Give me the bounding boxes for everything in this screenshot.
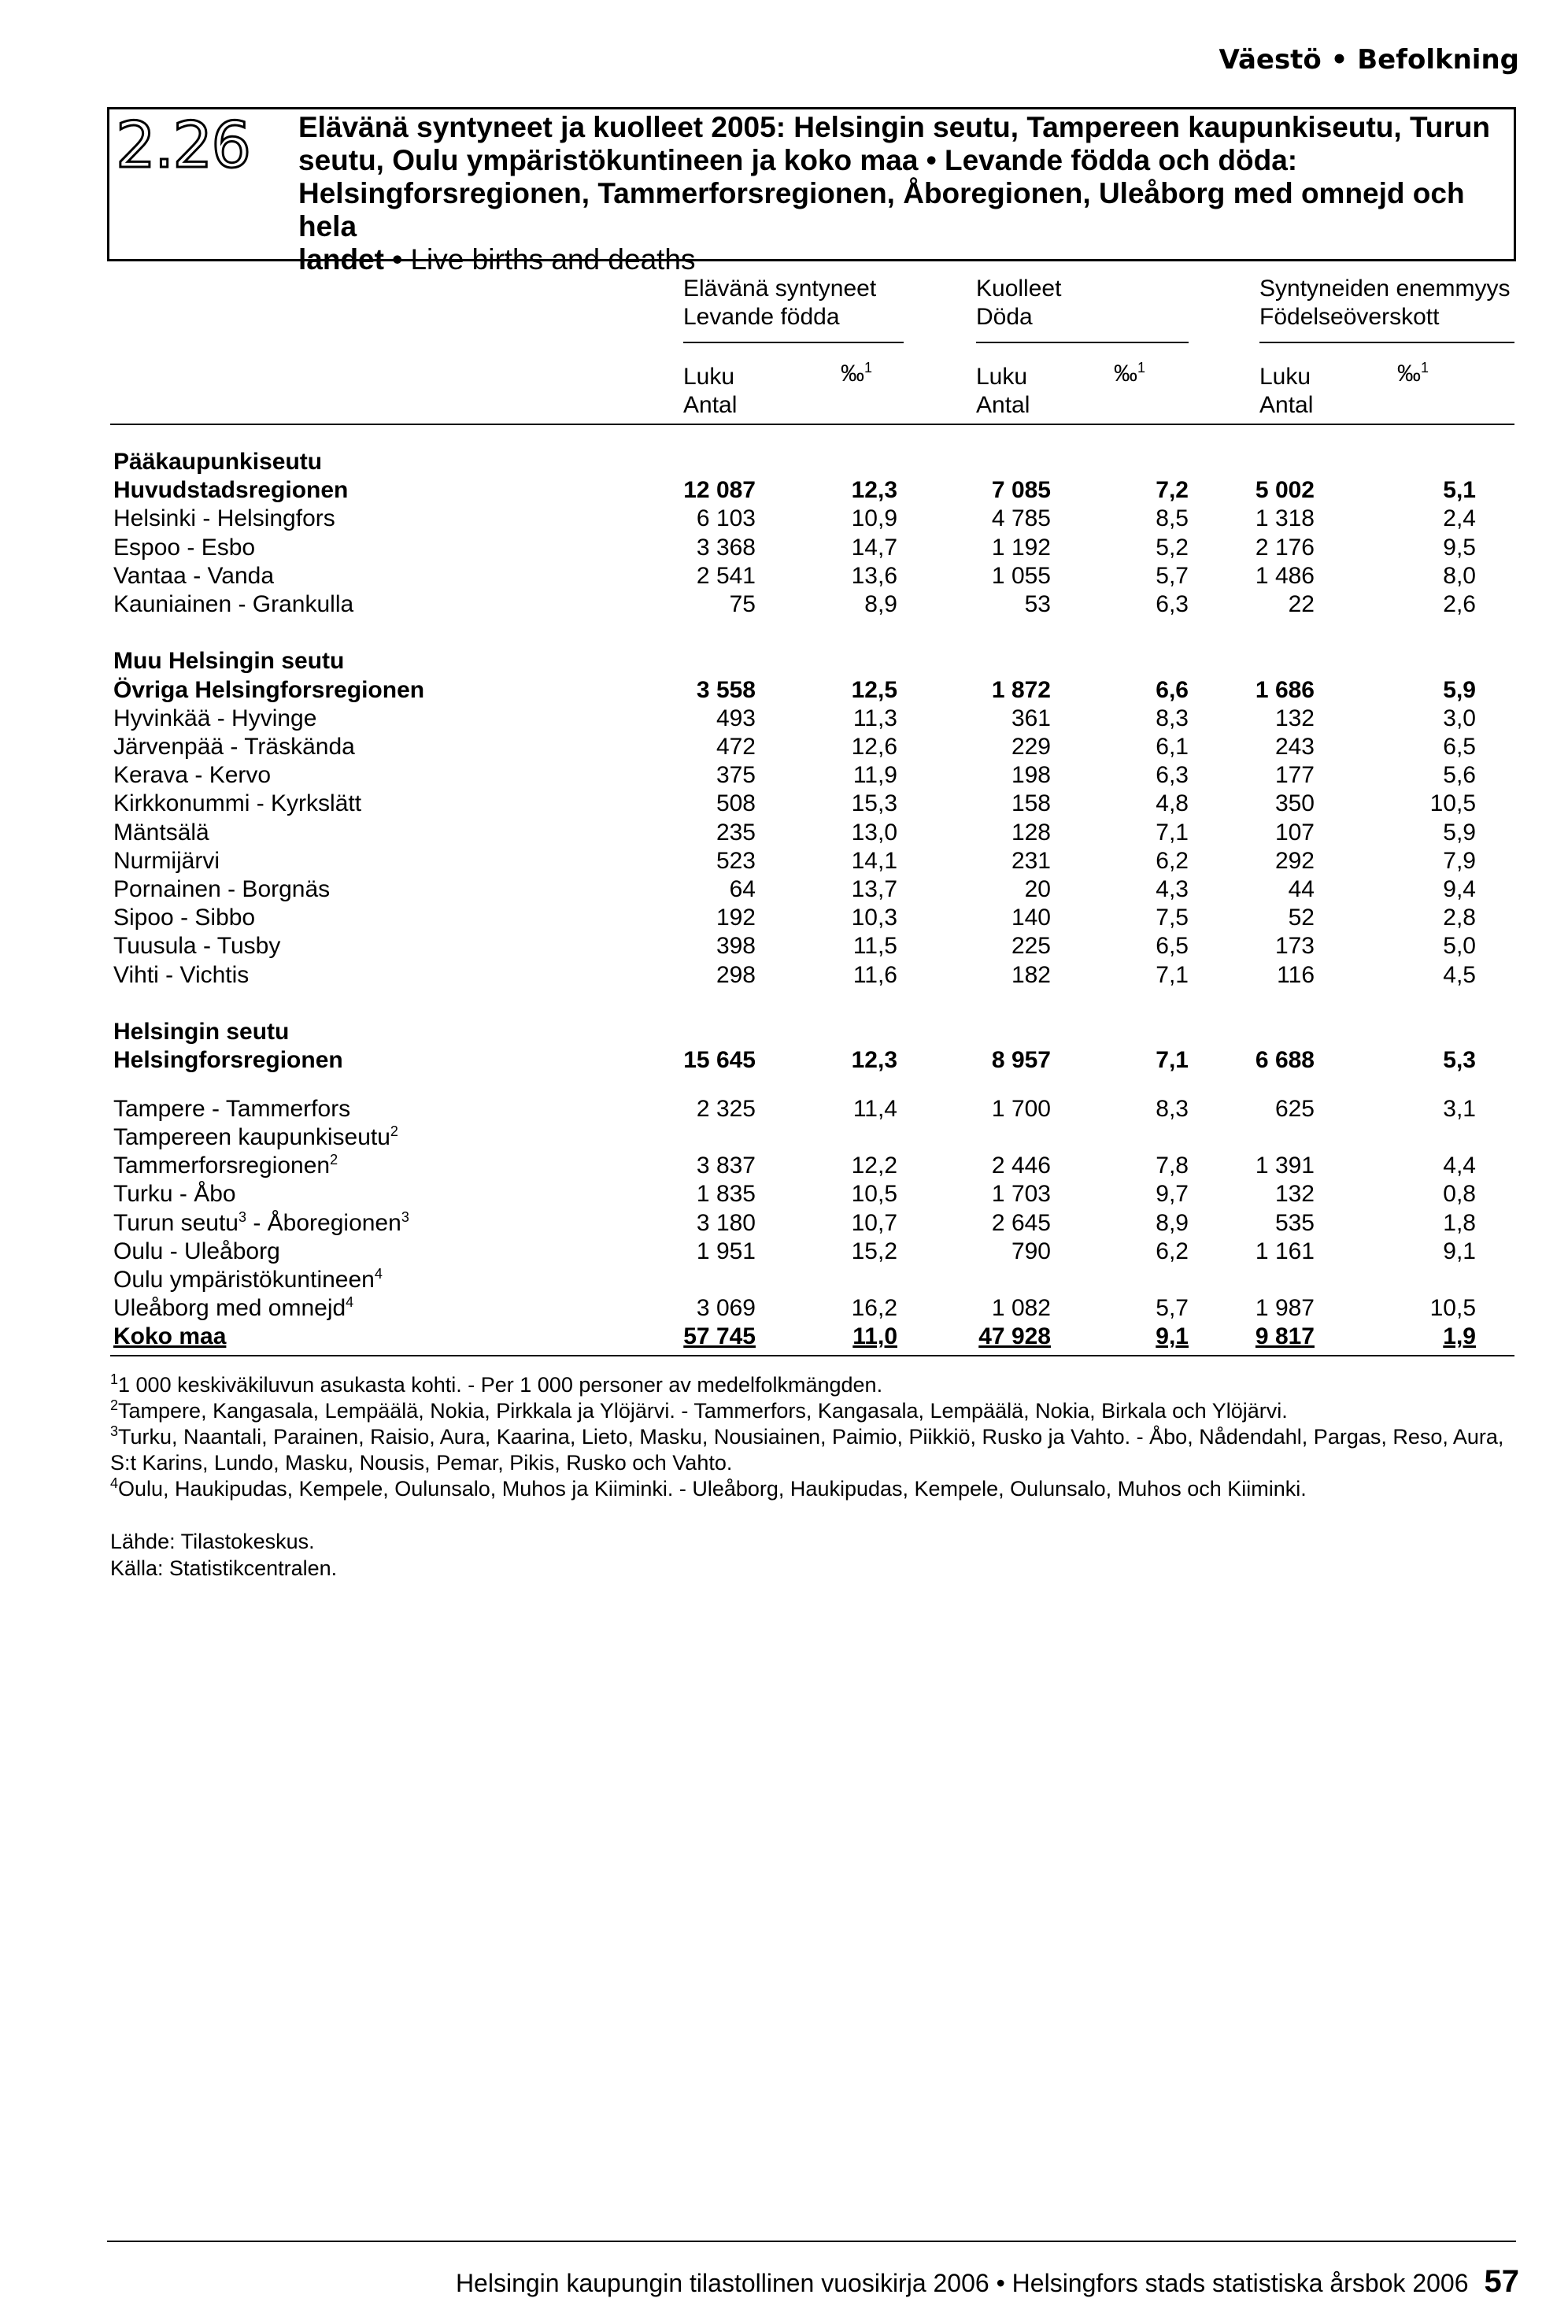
row-label-text-sv: - Åboregionen [246, 1209, 401, 1236]
table-cell: 5,2 [1156, 534, 1189, 561]
table-cell: 13,6 [851, 562, 897, 589]
row-label [113, 1047, 343, 1074]
row-label-text: Helsinki - Helsingfors [113, 505, 335, 532]
row-label-text: Helsingforsregionen [113, 1047, 343, 1074]
table-cell: 16,2 [851, 1295, 897, 1322]
table-cell: 10,9 [851, 505, 897, 532]
column-permille: ‰$^1$ [1114, 360, 1146, 387]
row-label [113, 848, 220, 875]
table-cell: 10,3 [851, 905, 897, 931]
title-line-4-english: Live births and deaths [410, 243, 696, 276]
table-cell: 11,0 [852, 1323, 897, 1350]
row-label [113, 1295, 353, 1322]
column-group-born-sv: Levande födda [683, 304, 840, 330]
table-cell: 192 [716, 905, 756, 931]
row-label-text: Kauniainen - Grankulla [113, 591, 354, 617]
table-cell: 53 [1024, 591, 1051, 617]
table-cell: 173 [1274, 933, 1315, 960]
row-label [113, 962, 249, 989]
table-cell: 229 [1011, 734, 1051, 760]
row-label [113, 449, 322, 476]
table-cell: 5,6 [1443, 762, 1476, 789]
footer-rule [107, 2241, 1516, 2242]
row-label-text: Mäntsälä [113, 819, 209, 846]
footnote [110, 1398, 1511, 1424]
header-bottom-rule [110, 424, 1514, 425]
footnote-number: 2 [110, 1397, 119, 1414]
table-cell: 2 541 [696, 562, 756, 589]
table-cell: 2,4 [1443, 505, 1476, 532]
footnote-ref: 3 [238, 1208, 246, 1225]
column-count-sv: Antal [976, 392, 1030, 418]
row-label-text: Vihti - Vichtis [113, 961, 250, 988]
table-cell: 231 [1011, 847, 1051, 874]
row-label [113, 933, 280, 960]
table-cell: 625 [1274, 1095, 1315, 1122]
table-cell: 75 [729, 591, 756, 617]
row-label [113, 563, 274, 590]
table-cell: 1,8 [1443, 1209, 1476, 1236]
table-cell: 57 745 [683, 1323, 756, 1350]
table-cell: 13,0 [851, 819, 897, 846]
footnote-ref: 2 [330, 1152, 338, 1168]
table-cell: 493 [716, 705, 756, 731]
section-header: Väestö • Befolkning [1219, 44, 1519, 76]
row-label [113, 1019, 289, 1045]
table-cell: 15 645 [683, 1047, 756, 1074]
table-cell: 22 [1288, 591, 1315, 617]
table-cell: 3 368 [696, 534, 756, 561]
footnote-number: 1 [110, 1371, 119, 1388]
table-cell: 10,7 [851, 1209, 897, 1236]
table-cell: 5,9 [1443, 819, 1476, 846]
row-label [113, 535, 255, 561]
footnote-text: Oulu, Haukipudas, Kempele, Oulunsalo, Muhos ja Kiiminki. - Uleåborg, Haukipudas, Kempele, Oulunsalo, Muhos och Kiiminki. [118, 1477, 1307, 1501]
table-title [298, 111, 1503, 276]
table-cell: 140 [1011, 905, 1051, 931]
table-cell: 375 [716, 762, 756, 789]
column-count-fi: Luku [976, 364, 1028, 390]
column-group-surplus-fi: Syntyneiden enemmyys [1259, 276, 1511, 302]
table-cell: 116 [1277, 961, 1315, 988]
row-label [113, 876, 330, 903]
table-cell: 5,0 [1443, 933, 1476, 960]
table-cell: 12,5 [851, 676, 897, 703]
table-cell: 3,0 [1443, 705, 1476, 731]
table-cell: 2 176 [1255, 534, 1315, 561]
table-cell: 11,9 [852, 762, 897, 789]
table-cell: 225 [1011, 933, 1051, 960]
table-cell: 398 [716, 933, 756, 960]
row-label-text: Espoo - Esbo [113, 534, 256, 561]
table-cell: 1 055 [991, 562, 1051, 589]
footnote-ref: 3 [401, 1208, 409, 1225]
table-cell: 8,9 [864, 591, 897, 617]
row-label [113, 1323, 226, 1350]
table-cell: 0,8 [1443, 1181, 1476, 1208]
table-number: 2.26 [116, 109, 250, 182]
table-cell: 11,3 [852, 705, 897, 731]
table-cell: 1,9 [1443, 1323, 1476, 1350]
table-cell: 1 486 [1255, 562, 1315, 589]
table-cell: 243 [1274, 734, 1315, 760]
table-cell: 4,3 [1156, 876, 1189, 902]
table-cell: 12 087 [683, 477, 756, 504]
footnote [110, 1476, 1511, 1502]
column-count-fi: Luku [683, 364, 735, 390]
footnote-ref: 4 [374, 1265, 383, 1282]
row-label-text: Vantaa - Vanda [113, 562, 275, 589]
row-label-text: Järvenpää - Träskända [113, 734, 355, 760]
footer-publication: Helsingin kaupungin tilastollinen vuosikirja 2006 • Helsingfors stads statistiska årsbok 2006 [455, 2269, 1469, 2297]
table-cell: 7,2 [1156, 477, 1189, 504]
column-count-fi: Luku [1259, 364, 1311, 390]
table-cell: 10,5 [1429, 790, 1476, 817]
table-cell: 3 558 [696, 676, 756, 703]
row-label-text: Helsingin seutu [113, 1019, 290, 1045]
row-label-text: Turku - Åbo [113, 1181, 236, 1208]
table-cell: 52 [1288, 905, 1315, 931]
row-label-text: Muu Helsingin seutu [113, 648, 345, 675]
table-cell: 6,2 [1156, 847, 1189, 874]
row-label [113, 1181, 236, 1208]
title-line-1: Elävänä syntyneet ja kuolleet 2005: Helsingin seutu, Tampereen kaupunkiseutu, Turun [298, 111, 1491, 143]
table-cell: 3 069 [696, 1295, 756, 1322]
source-sv: Källa: Statistikcentralen. [110, 1556, 338, 1581]
table-cell: 5,7 [1156, 1295, 1189, 1322]
table-cell: 8,3 [1156, 1095, 1189, 1122]
table-cell: 6,3 [1156, 591, 1189, 617]
row-label-text: Tuusula - Tusby [113, 933, 281, 960]
row-label [113, 734, 355, 760]
table-cell: 8,0 [1443, 562, 1476, 589]
table-cell: 9,1 [1443, 1238, 1476, 1264]
column-group-surplus-sv: Födelseöverskott [1259, 304, 1440, 330]
table-cell: 292 [1274, 847, 1315, 874]
group-underline [976, 342, 1189, 343]
table-cell: 472 [716, 734, 756, 760]
table-cell: 158 [1011, 790, 1051, 817]
row-label-text: Tampereen kaupunkiseutu [113, 1123, 390, 1150]
row-label-text: Turun seutu [113, 1209, 239, 1236]
table-cell: 6,3 [1156, 762, 1189, 789]
table-cell: 14,7 [851, 534, 897, 561]
table-cell: 7,1 [1156, 819, 1189, 846]
table-cell: 1 391 [1255, 1153, 1315, 1179]
column-group-dead-sv: Döda [976, 304, 1033, 330]
table-cell: 7,1 [1156, 1047, 1189, 1074]
table-cell: 2,6 [1443, 591, 1476, 617]
title-line-4-bold: landet • [298, 243, 403, 276]
table-cell: 11,5 [852, 933, 897, 960]
row-label [113, 1238, 280, 1265]
table-cell: 5,1 [1443, 477, 1476, 504]
row-label [113, 505, 335, 532]
table-cell: 6,6 [1156, 676, 1189, 703]
row-label [113, 648, 344, 675]
table-cell: 6,1 [1156, 734, 1189, 760]
footnote-number: 3 [110, 1423, 119, 1440]
row-label [113, 477, 348, 504]
table-cell: 1 686 [1255, 676, 1315, 703]
row-label [113, 677, 424, 704]
table-cell: 7,5 [1156, 905, 1189, 931]
column-group-born-fi: Elävänä syntyneet [683, 276, 877, 302]
table-cell: 5,7 [1156, 562, 1189, 589]
table-cell: 4,5 [1443, 961, 1476, 988]
table-cell: 1 318 [1255, 505, 1315, 532]
row-label-text: Oulu - Uleåborg [113, 1238, 280, 1264]
row-label [113, 705, 316, 732]
row-label-text: Nurmijärvi [113, 847, 220, 874]
table-cell: 523 [716, 847, 756, 874]
table-cell: 8,9 [1156, 1209, 1189, 1236]
table-cell: 12,2 [851, 1153, 897, 1179]
group-underline [1259, 342, 1514, 343]
group-underline [683, 342, 904, 343]
table-cell: 5,9 [1443, 676, 1476, 703]
table-cell: 13,7 [851, 876, 897, 902]
table-cell: 6,5 [1443, 734, 1476, 760]
row-label-text: Huvudstadsregionen [113, 477, 349, 504]
row-label-text: Pääkaupunkiseutu [113, 449, 323, 475]
table-cell: 1 951 [696, 1238, 756, 1264]
row-label [113, 1096, 350, 1123]
table-cell: 5 002 [1255, 477, 1315, 504]
footnote [110, 1424, 1511, 1476]
page-footer [456, 2264, 1519, 2300]
table-cell: 107 [1274, 819, 1315, 846]
column-group-dead-fi: Kuolleet [976, 276, 1062, 302]
table-cell: 132 [1274, 1181, 1315, 1208]
column-permille: ‰$^1$ [841, 360, 873, 387]
table-cell: 1 082 [991, 1295, 1051, 1322]
title-line-2: seutu, Oulu ympäristökuntineen ja koko maa • Levande födda och döda: [298, 144, 1298, 176]
table-cell: 15,2 [851, 1238, 897, 1264]
table-cell: 6 103 [696, 505, 756, 532]
row-label [113, 1267, 383, 1293]
table-cell: 9,1 [1156, 1323, 1189, 1350]
table-cell: 15,3 [851, 790, 897, 817]
table-cell: 7 085 [991, 477, 1051, 504]
table-cell: 132 [1274, 705, 1315, 731]
table-cell: 20 [1024, 876, 1051, 902]
row-label-text: Uleåborg med omnejd [113, 1295, 346, 1322]
table-cell: 7,8 [1156, 1153, 1189, 1179]
column-permille: ‰$^1$ [1397, 360, 1429, 387]
footnote-text: Turku, Naantali, Parainen, Raisio, Aura, Kaarina, Lieto, Masku, Nousiainen, Paimio, Piikkiö, Rusko ja Vahto. - Åbo, Nådendahl, Pargas, Reso, Aura, S:t Karins, Lundo, Masku, Nousis, Pemar, Pikis, Rusko och Vahto. [110, 1425, 1504, 1475]
row-label-text: Kerava - Kervo [113, 762, 272, 789]
row-label [113, 762, 271, 789]
table-cell: 1 872 [991, 676, 1051, 703]
table-cell: 44 [1288, 876, 1315, 902]
table-cell: 6 688 [1255, 1047, 1315, 1074]
row-label [113, 820, 209, 846]
table-cell: 198 [1011, 762, 1051, 789]
table-cell: 3 180 [696, 1209, 756, 1236]
footnote-number: 4 [110, 1475, 119, 1492]
table-cell: 7,9 [1443, 847, 1476, 874]
table-cell: 8 957 [991, 1047, 1051, 1074]
table-cell: 535 [1274, 1209, 1315, 1236]
table-cell: 177 [1274, 762, 1315, 789]
table-cell: 12,6 [851, 734, 897, 760]
table-cell: 9,5 [1443, 534, 1476, 561]
table-cell: 1 700 [991, 1095, 1051, 1122]
table-cell: 6,2 [1156, 1238, 1189, 1264]
table-title-box [107, 107, 1516, 276]
table-cell: 361 [1011, 705, 1051, 731]
table-cell: 4 785 [991, 505, 1051, 532]
row-label [113, 1210, 409, 1237]
table-cell: 1 192 [991, 534, 1051, 561]
footnote [110, 1372, 1511, 1398]
table-cell: 9 817 [1255, 1323, 1315, 1350]
table-cell: 1 987 [1255, 1295, 1315, 1322]
row-label-text: Koko maa [113, 1323, 227, 1350]
row-label [113, 905, 255, 931]
table-cell: 182 [1011, 961, 1051, 988]
table-cell: 508 [716, 790, 756, 817]
table-cell: 3 837 [696, 1153, 756, 1179]
table-cell: 1 835 [696, 1181, 756, 1208]
row-label [113, 790, 361, 817]
table-cell: 10,5 [1429, 1295, 1476, 1322]
table-cell: 12,3 [851, 1047, 897, 1074]
footnote-ref: 4 [346, 1294, 354, 1311]
column-count-sv: Antal [1259, 392, 1314, 418]
table-cell: 64 [729, 876, 756, 902]
table-cell: 11,6 [852, 961, 897, 988]
table-cell: 350 [1274, 790, 1315, 817]
row-label-text: Tammerforsregionen [113, 1153, 331, 1179]
footnote-ref: 2 [390, 1123, 398, 1139]
page-number: 57 [1484, 2264, 1519, 2299]
table-cell: 5,3 [1443, 1047, 1476, 1074]
title-line-3: Helsingforsregionen, Tammerforsregionen, Åboregionen, Uleåborg med omnejd och hela [298, 177, 1465, 242]
table-cell: 6,5 [1156, 933, 1189, 960]
source-fi: Lähde: Tilastokeskus. [110, 1530, 315, 1554]
table-cell: 4,4 [1443, 1153, 1476, 1179]
row-label-text: Oulu ympäristökuntineen [113, 1266, 375, 1293]
table-cell: 9,4 [1443, 876, 1476, 902]
footnote-ref: 1 [1421, 360, 1429, 376]
row-label-text: Kirkkonummi - Kyrkslätt [113, 790, 362, 817]
table-cell: 2 645 [991, 1209, 1051, 1236]
table-cell: 7,1 [1156, 961, 1189, 988]
table-cell: 10,5 [851, 1181, 897, 1208]
table-cell: 14,1 [851, 847, 897, 874]
table-cell: 3,1 [1443, 1095, 1476, 1122]
table-cell: 790 [1011, 1238, 1051, 1264]
table-bottom-rule [110, 1355, 1514, 1356]
table-cell: 11,4 [852, 1095, 897, 1122]
table-cell: 235 [716, 819, 756, 846]
footnote-text: Tampere, Kangasala, Lempäälä, Nokia, Pirkkala ja Ylöjärvi. - Tammerfors, Kangasala, Lempäälä, Nokia, Birkala och Ylöjärvi. [118, 1399, 1288, 1423]
footnote-ref: 1 [1137, 360, 1146, 376]
column-count-sv: Antal [683, 392, 738, 418]
table-cell: 4,8 [1156, 790, 1189, 817]
row-label [113, 591, 353, 618]
row-label-text: Pornainen - Borgnäs [113, 876, 331, 902]
row-label [113, 1153, 338, 1179]
footnote-text: 1 000 keskiväkiluvun asukasta kohti. - Per 1 000 personer av medelfolkmängden. [118, 1373, 883, 1397]
row-label-text: Hyvinkää - Hyvinge [113, 705, 317, 731]
table-cell: 1 161 [1255, 1238, 1315, 1264]
table-cell: 2 325 [696, 1095, 756, 1122]
row-label-text: Tampere - Tammerfors [113, 1095, 351, 1122]
row-label-text: Sipoo - Sibbo [113, 905, 256, 931]
footnote-ref: 1 [864, 360, 873, 376]
row-label [113, 1124, 398, 1151]
table-cell: 298 [716, 961, 756, 988]
table-cell: 2 446 [991, 1153, 1051, 1179]
table-cell: 12,3 [851, 477, 897, 504]
table-cell: 1 703 [991, 1181, 1051, 1208]
table-cell: 128 [1011, 819, 1051, 846]
table-cell: 9,7 [1156, 1181, 1189, 1208]
row-label-text: Övriga Helsingforsregionen [113, 676, 425, 703]
title-line-4 [298, 243, 1503, 276]
table-cell: 8,3 [1156, 705, 1189, 731]
table-cell: 47 928 [978, 1323, 1051, 1350]
table-cell: 2,8 [1443, 905, 1476, 931]
table-cell: 8,5 [1156, 505, 1189, 532]
